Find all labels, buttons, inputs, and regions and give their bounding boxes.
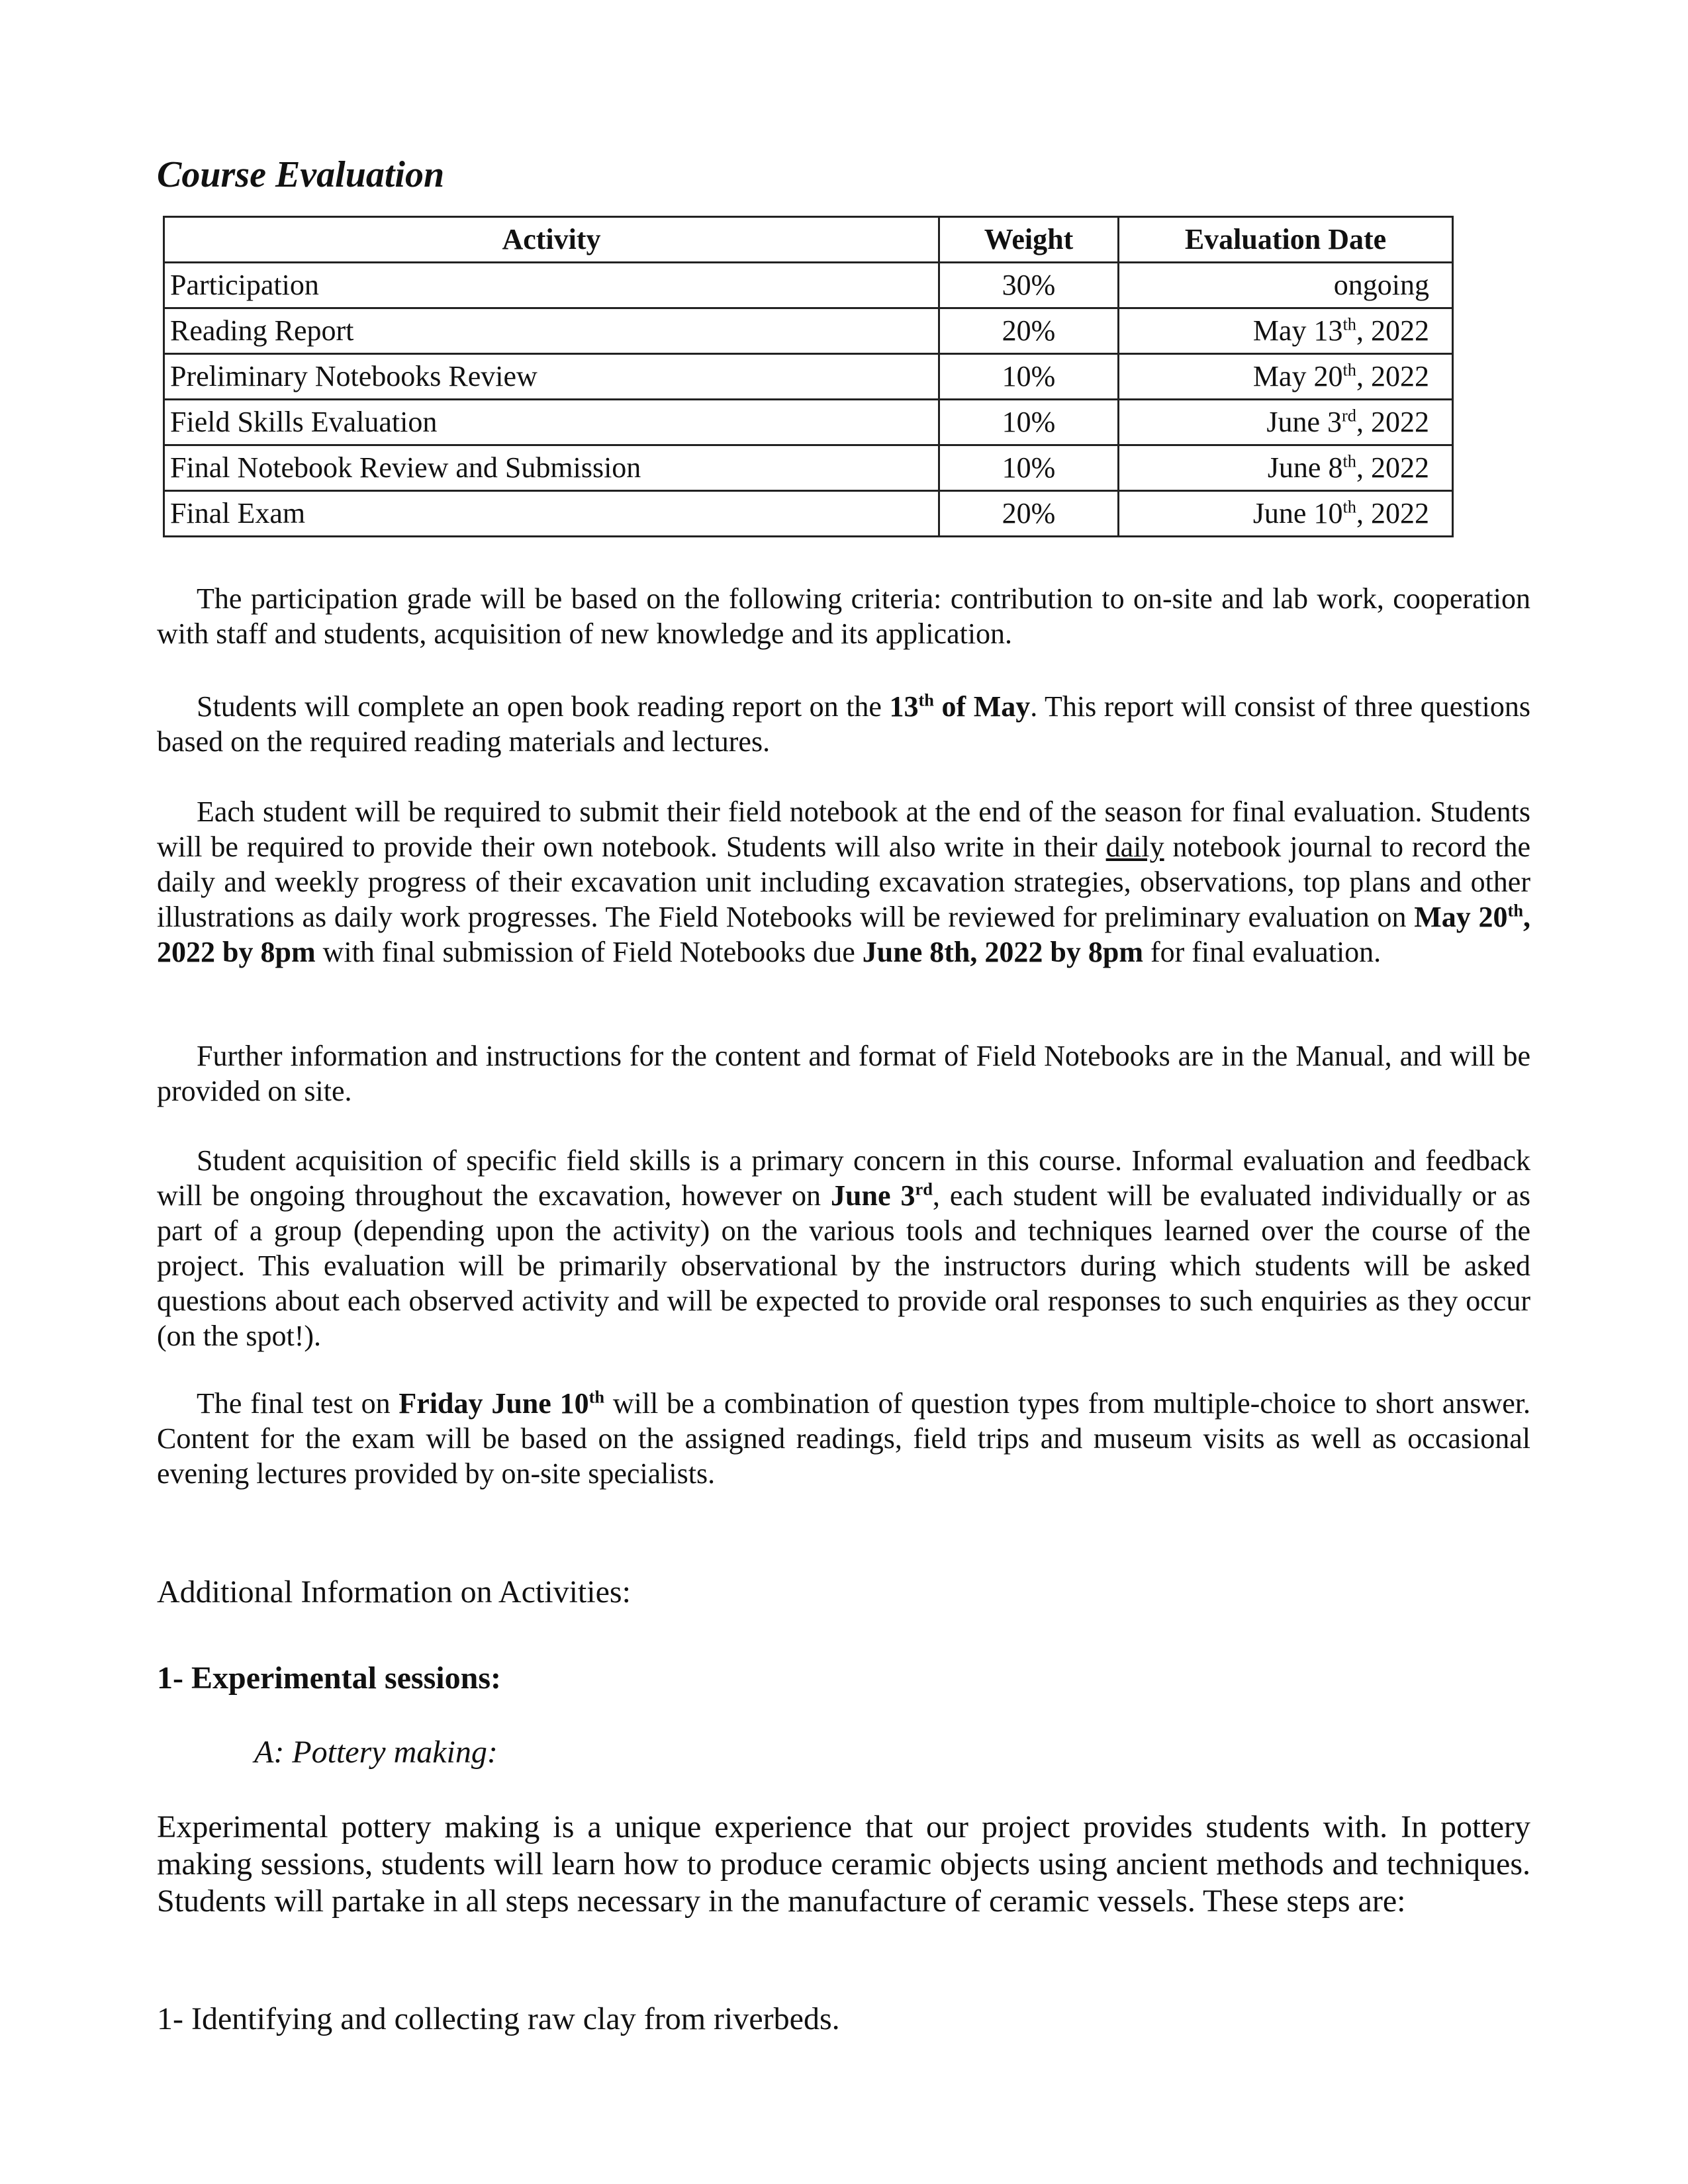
bold-date (399, 1387, 604, 1420)
paragraph-text: The final test on (197, 1387, 399, 1420)
evaluation-table (163, 216, 1454, 537)
manual-info-paragraph (157, 1038, 1530, 1109)
participation-paragraph (157, 581, 1530, 651)
date-year: , 2022 (1356, 314, 1429, 347)
date-year: , 2022 (1356, 497, 1429, 529)
date-text: May 20 (1252, 360, 1343, 392)
cell-weight: 10% (939, 354, 1119, 400)
section-heading-experimental-sessions: 1- Experimental sessions: (157, 1661, 501, 1696)
date-ordinal: th (918, 690, 934, 710)
cell-date (1119, 308, 1453, 354)
table-row (164, 263, 1453, 308)
additional-info-heading: Additional Information on Activities: (157, 1574, 631, 1610)
table-row (164, 491, 1453, 537)
date-text: June 3 (1266, 406, 1342, 438)
date-ordinal: rd (915, 1179, 933, 1199)
date-text: ongoing (1333, 269, 1429, 301)
bold-deadline: June 8th, 2022 by 8pm (862, 936, 1143, 968)
paragraph-text: with final submission of Field Notebooks due (315, 936, 863, 968)
date-year: , 2022 (1356, 360, 1429, 392)
cell-activity: Field Skills Evaluation (164, 400, 939, 445)
table-header-row (164, 217, 1453, 263)
column-header-activity: Activity (164, 217, 939, 263)
date-ordinal: th (1342, 496, 1356, 517)
table-row (164, 308, 1453, 354)
cell-date (1119, 400, 1453, 445)
date-number: 13 (889, 690, 919, 723)
date-ordinal: th (1507, 900, 1524, 921)
cell-date (1119, 263, 1453, 308)
cell-activity: Final Notebook Review and Submission (164, 445, 939, 491)
date-text: June 10 (1252, 497, 1343, 529)
date-text: May 13 (1252, 314, 1343, 347)
date-ordinal: th (1342, 314, 1356, 334)
cell-activity: Participation (164, 263, 939, 308)
cell-date (1119, 491, 1453, 537)
paragraph-text: Student acquisition of specific field skills is a primary concern in this course. Informal evaluation and feedback will be ongoing throughout the excavation, however on (157, 1144, 1530, 1212)
date-year: , 2022 (1356, 451, 1429, 484)
cell-date (1119, 445, 1453, 491)
final-test-paragraph (157, 1386, 1530, 1491)
bold-date (831, 1179, 933, 1212)
cell-activity: Final Exam (164, 491, 939, 537)
date-ordinal: rd (1342, 405, 1356, 426)
cell-weight: 10% (939, 400, 1119, 445)
paragraph-text: for final evaluation. (1143, 936, 1382, 968)
field-notebook-paragraph (157, 794, 1530, 970)
date-ordinal: th (588, 1387, 605, 1407)
reading-report-paragraph (157, 689, 1530, 759)
cell-activity: Preliminary Notebooks Review (164, 354, 939, 400)
underlined-word: daily (1105, 831, 1164, 863)
date-ordinal: th (1342, 359, 1356, 380)
paragraph-text: , each student will be evaluated individually or as part of a group (depending upon the activity) on the various tools and techniques learned over the course of the project. This evaluation will be primarily observational by the instructors during which students will be asked questions about each observed activity and will be expected to provide oral responses to such enquiries as they occur (on the spot!). (157, 1179, 1530, 1352)
page-title: Course Evaluation (157, 154, 445, 195)
cell-activity: Reading Report (164, 308, 939, 354)
paragraph-text: Each student will be required to submit their field notebook at the end of the season for final evaluation. Students will be required to provide their own notebook. Students will also write in their (157, 796, 1530, 863)
table-row (164, 400, 1453, 445)
cell-weight: 30% (939, 263, 1119, 308)
paragraph-text: Further information and instructions for the content and format of Field Notebooks are in the Manual, and will be provided on site. (157, 1040, 1530, 1107)
pottery-paragraph: Experimental pottery making is a unique experience that our project provides students with. In pottery making sessions, students will learn how to produce ceramic objects using ancient methods and techniques. Students will partake in all steps necessary in the manufacture of ceramic vessels. These steps are: (157, 1809, 1530, 1919)
paragraph-text: will be a combination of question types from multiple-choice to short answer. Content for the exam will be based on the assigned readings, field trips and museum visits as well as occasional evening lectures provided by on-site specialists. (157, 1387, 1530, 1490)
column-header-evaluation-date: Evaluation Date (1119, 217, 1453, 263)
field-skills-paragraph (157, 1143, 1530, 1353)
table-row (164, 354, 1453, 400)
table-row (164, 445, 1453, 491)
date-text: June 3 (831, 1179, 915, 1212)
bold-date (890, 690, 1031, 723)
cell-date (1119, 354, 1453, 400)
deadline-date: May 20 (1414, 901, 1508, 933)
paragraph-text: The participation grade will be based on the following criteria: contribution to on-site and lab work, cooperation with staff and students, acquisition of new knowledge and its application. (157, 582, 1530, 650)
cell-weight: 10% (939, 445, 1119, 491)
subsection-heading-pottery-making: A: Pottery making: (254, 1735, 498, 1770)
paragraph-text: . This report will consist of three questions based on the required reading materials and lectures. (157, 690, 1530, 758)
cell-weight: 20% (939, 491, 1119, 537)
date-text: Friday June 10 (399, 1387, 589, 1420)
date-text: June 8 (1267, 451, 1343, 484)
column-header-weight: Weight (939, 217, 1119, 263)
date-year: , 2022 (1356, 406, 1429, 438)
cell-weight: 20% (939, 308, 1119, 354)
paragraph-text: notebook journal to record the daily and weekly progress of their excavation unit including excavation strategies, observations, top plans and other illustrations as daily work progresses. The Field Notebooks will be reviewed for preliminary evaluation on (157, 831, 1530, 933)
deadline-tail: , 2022 by 8pm (157, 901, 1531, 968)
paragraph-text: Students will complete an open book reading report on the (197, 690, 890, 723)
date-month: of May (933, 690, 1031, 723)
list-item-step-1: 1- Identifying and collecting raw clay from riverbeds. (157, 2001, 840, 2036)
date-ordinal: th (1342, 451, 1356, 471)
